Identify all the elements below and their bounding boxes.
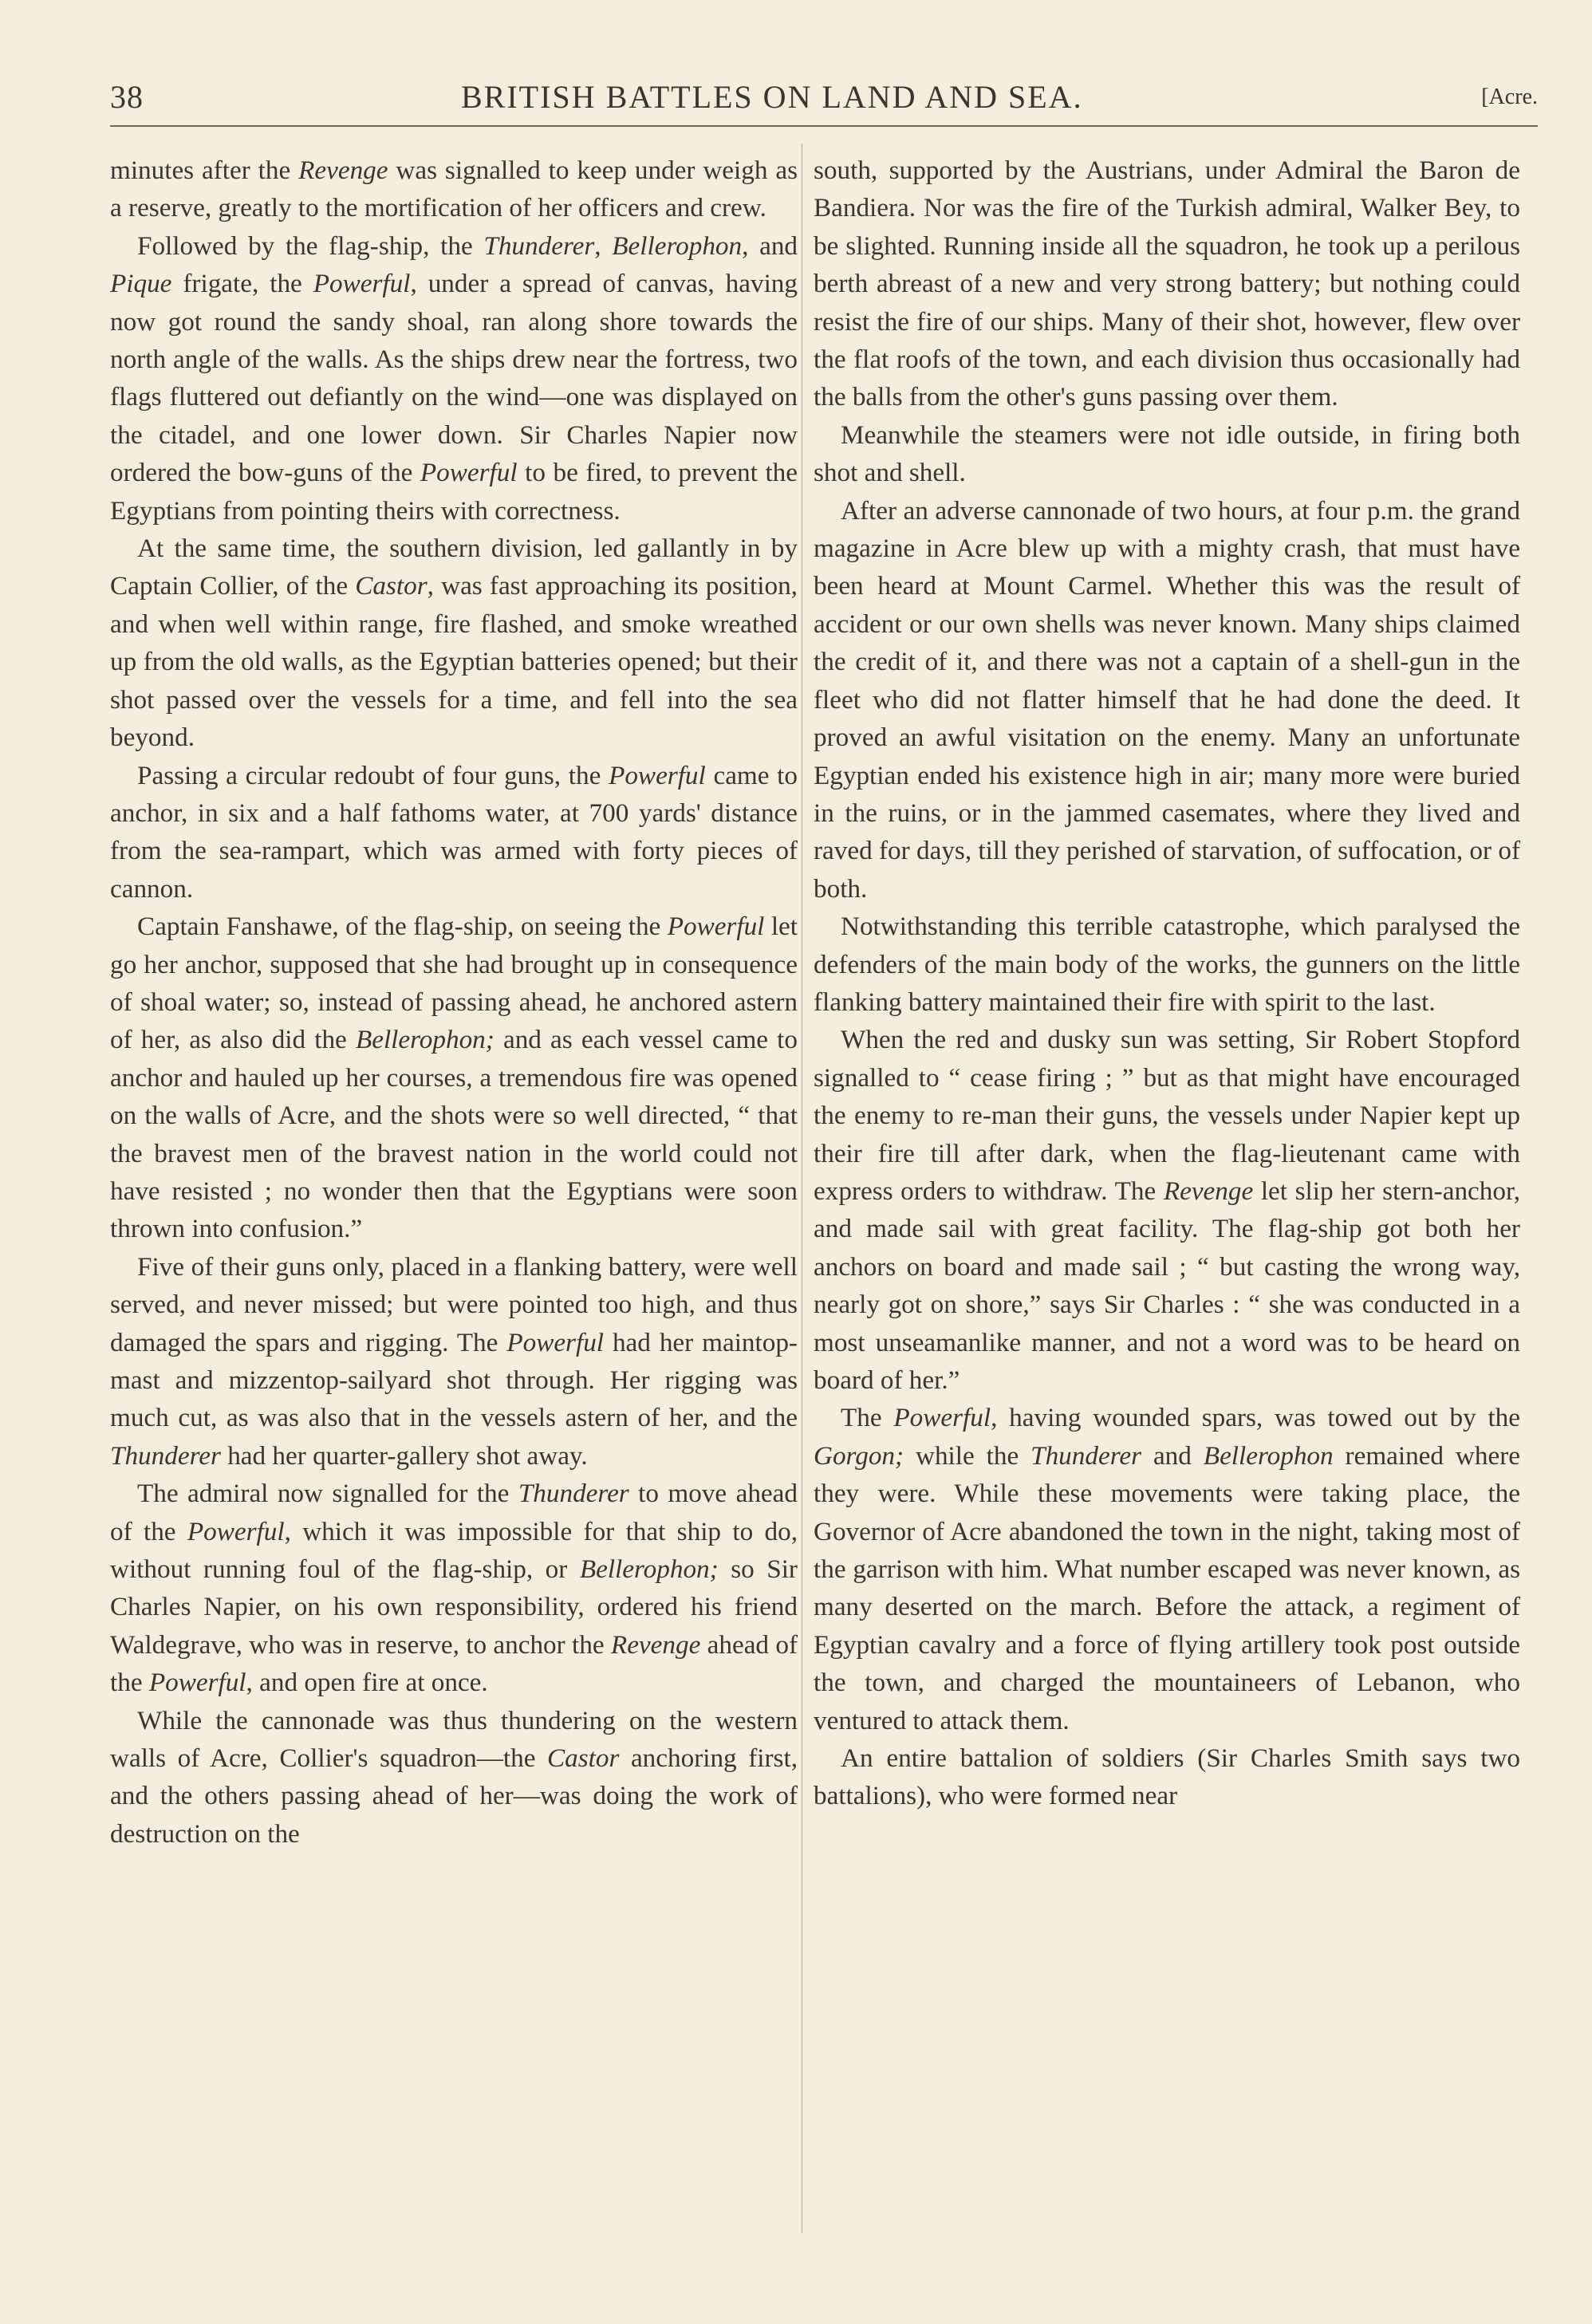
page-number: 38: [110, 79, 144, 115]
text-run: , which it was impossible for that ship to do, without running foul of the flag-ship, or: [110, 1516, 798, 1585]
text-run: minutes after the: [110, 156, 299, 185]
ship-name: Revenge: [610, 1629, 701, 1660]
ship-name: Gorgon;: [814, 1440, 904, 1471]
text-run: ahead of the: [110, 1629, 798, 1698]
text-run: came to anchor, in six and a half fathoms water, at 700 yards' distance from the sea-rampart, which was armed with forty pieces of cannon.: [110, 760, 798, 904]
text-run: , having wounded spars, was towed out by the: [991, 1403, 1520, 1433]
text-run: , and: [742, 230, 798, 261]
text-run: The: [841, 1403, 894, 1433]
right-column: [814, 152, 1520, 1815]
ship-name: Powerful: [506, 1327, 605, 1357]
paragraph: [110, 908, 798, 1248]
ship-name: Pique: [110, 269, 172, 299]
ship-name: Powerful: [609, 760, 706, 790]
text-run: Captain Fanshawe, of the flag-ship, on seeing the: [137, 912, 668, 942]
text-run: When the red and dusky sun was setting, Sir Robert Stopford signalled to “ cease firing ; ” but as that might have encouraged the enemy to re-man their guns, the vessels under Napier kept up their fire till after dark, when the flag-lieutenant came with express orders to withdraw. The: [814, 1025, 1520, 1206]
text-run: , under a spread of canvas, having now got round the sandy shoal, ran along shore towards the north angle of the walls. As the ships drew near the fortress, two flags fluttered out defiantly on the wind—one was displayed on the citadel, and one lower down. Sir Charles Napier now ordered the bow-guns of the: [110, 269, 798, 488]
text-run: The admiral now signalled for the: [137, 1479, 518, 1509]
running-title: BRITISH BATTLES ON LAND AND SEA.: [461, 79, 1083, 115]
running-section: [Acre.: [1481, 85, 1538, 109]
running-head: [110, 78, 1538, 126]
text-run: and as each vessel came to anchor and hauled up her courses, a tremendous fire was opened on the walls of Acre, and the shots were so well directed, “ that the bravest men of the bravest nation in the world could not have resisted ; no wonder then that the Egyptians were soon thrown into confusion.”: [110, 1025, 798, 1244]
text-run: south, supported by the Austrians, under Admiral the Baron de Bandiera. Nor was the fire of the Turkish admiral, Walker Bey, to be slighted. Running inside all the squadron, he took up a perilous berth abreast of a new and very strong battery; but nothing could resist the fire of our ships. Many of their shot, however, flew over the flat roofs of the town, and each division thus occasionally had the balls from the other's guns passing over them.: [814, 156, 1520, 412]
ship-name: Powerful: [667, 912, 765, 942]
text-run: had her quarter-gallery shot away.: [220, 1440, 588, 1471]
ship-name: Bellerophon;: [579, 1554, 719, 1585]
ship-name: Thunderer: [518, 1479, 629, 1509]
text-run: , was fast approaching its position, and when well within range, fire flashed, and smoke wreathed up from the old walls, as the Egyptian batteries opened; but their shot passed over the vessels for a time, and fell into the sea beyond.: [110, 571, 798, 753]
ship-name: Thunderer: [483, 230, 595, 261]
text-run: Notwithstanding this terrible catastrophe, which paralysed the defenders of the main body of the works, the gunners on the little flanking battery maintained their fire with spirit to the last.: [814, 912, 1520, 1017]
paragraph: [110, 227, 798, 530]
ship-name: Powerful: [893, 1403, 991, 1433]
paragraph: [814, 1021, 1520, 1399]
ship-name: Bellerophon: [612, 230, 743, 261]
paragraph: [814, 1739, 1520, 1815]
text-run: Five of their guns only, placed in a flanking battery, were well served, and never missed; but were pointed too high, and thus damaged the spars and rigging. The: [110, 1251, 798, 1357]
ship-name: Bellerophon: [1203, 1440, 1334, 1471]
paragraph: [110, 530, 798, 756]
text-run: to move ahead of the: [110, 1479, 798, 1546]
text-run: to be fired, to prevent the Egyptians from pointing theirs with correctness.: [110, 458, 798, 526]
text-run: let go her anchor, supposed that she had brought up in consequence of shoal water; so, instead of passing ahead, he anchored astern of her, as also did the: [110, 912, 798, 1055]
paragraph: [814, 416, 1520, 492]
paragraph: [814, 152, 1520, 416]
text-run: Meanwhile the steamers were not idle outside, in firing both shot and shell.: [814, 420, 1520, 488]
text-run: An entire battalion of soldiers (Sir Charles Smith says two battalions), who were formed near: [814, 1743, 1520, 1811]
ship-name: Castor: [355, 571, 428, 601]
ship-name: Revenge: [1163, 1176, 1254, 1206]
text-run: while the: [904, 1440, 1031, 1471]
ship-name: Powerful: [313, 269, 411, 299]
text-run: , and open fire at once.: [246, 1668, 488, 1698]
paragraph: [110, 757, 798, 908]
ship-name: Powerful: [148, 1668, 246, 1698]
text-run: let slip her stern-anchor, and made sail with great facility. The flag-ship got both her anchors on board and made sail ; “ but casting the wrong way, nearly got on shore,” says Sir Charles : “ she was conducted in a most unseamanlike manner, and not a word was to be heard on board of her.”: [814, 1176, 1520, 1395]
text-run: After an adverse cannonade of two hours, at four p.m. the grand magazine in Acre blew up with a mighty crash, that must have been heard at Mount Carmel. Whether this was the result of accident or our own shells was never known. Many ships claimed the credit of it, and there was not a captain of a shell-gun in the fleet who did not flatter himself that he had done the deed. It proved an awful visitation on the enemy. Many an unfortunate Egyptian ended his existence high in air; many more were buried in the ruins, or in the jammed casemates, where they lived and raved for days, till they perished of starvation, of suffocation, or of both.: [814, 495, 1520, 904]
ship-name: Castor: [547, 1743, 620, 1774]
text-run: anchoring first, and the others passing ahead of her—was doing the work of destruction on the: [110, 1743, 798, 1849]
left-column: [110, 152, 798, 1853]
ship-name: Powerful: [420, 458, 518, 488]
text-run: so Sir Charles Napier, on his own responsibility, ordered his friend Waldegrave, who was in reserve, to anchor the: [110, 1554, 798, 1660]
paragraph: [110, 1248, 798, 1475]
text-run: Passing a circular redoubt of four guns, the: [137, 760, 609, 790]
header-rule: [110, 125, 1538, 127]
paragraph: [814, 1399, 1520, 1739]
text-run: While the cannonade was thus thundering on the western walls of Acre, Collier's squadron—the: [110, 1705, 798, 1774]
paragraph: [110, 1702, 798, 1853]
text-run: was signalled to keep under weigh as a reserve, greatly to the mortification of her officers and crew.: [110, 156, 798, 223]
paragraph: [814, 492, 1520, 908]
text-run: had her maintop-mast and mizzentop-sailyard shot through. Her rigging was much cut, as was also that in the vessels astern of her, and the: [110, 1327, 798, 1433]
ship-name: Powerful: [187, 1516, 285, 1546]
ship-name: Revenge: [298, 156, 388, 185]
paragraph: [110, 152, 798, 227]
ship-name: Thunderer: [110, 1440, 221, 1471]
ship-name: Thunderer: [1030, 1440, 1142, 1471]
paragraph: [110, 1475, 798, 1701]
text-run: At the same time, the southern division, led gallantly in by Captain Collier, of the: [110, 534, 798, 601]
text-run: and: [1141, 1440, 1204, 1471]
paragraph: [814, 908, 1520, 1021]
text-run: remained where they were. While these movements were taking place, the Governor of Acre abandoned the town in the night, taking most of the garrison with him. What number escaped was never known, as many deserted on the march. Before the attack, a regiment of Egyptian cavalry and a force of flying artillery took post outside the town, and charged the mountaineers of Lebanon, who ventured to attack them.: [814, 1440, 1521, 1735]
text-run: Followed by the flag-ship, the: [137, 230, 484, 261]
ship-name: Bellerophon;: [355, 1025, 495, 1055]
text-run: frigate, the: [171, 269, 313, 299]
text-run: ,: [594, 230, 613, 261]
